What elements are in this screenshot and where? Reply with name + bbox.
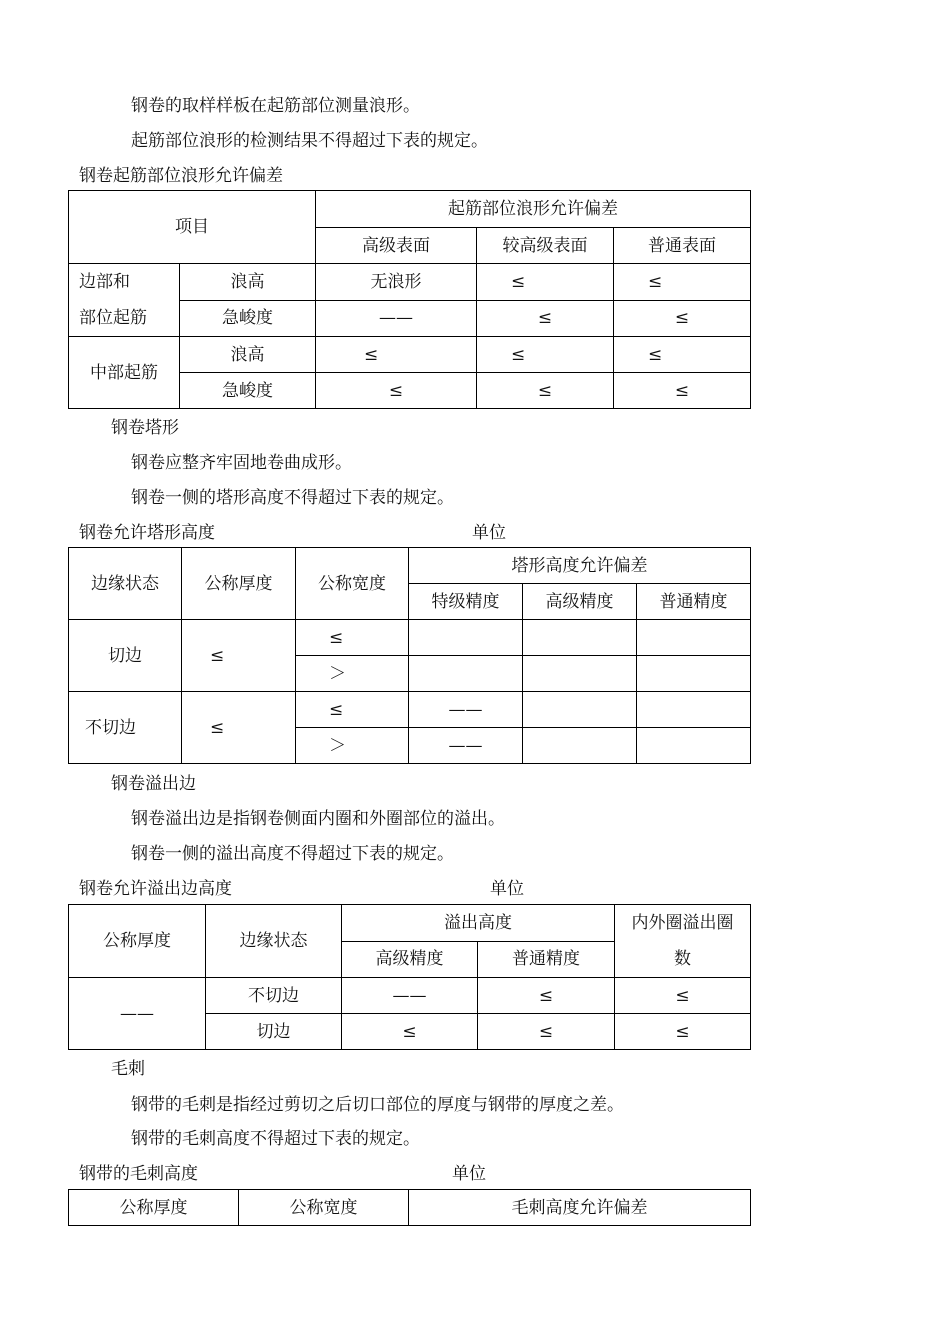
table-cell: 急峻度 bbox=[180, 373, 316, 409]
table-caption: 钢带的毛刺高度 bbox=[79, 1164, 198, 1184]
wave-tolerance-table bbox=[68, 190, 751, 409]
table-cell: ≤ bbox=[296, 620, 409, 656]
table-cell: ≤ bbox=[478, 1014, 615, 1050]
row-group-label-line: 部位起筋 bbox=[79, 308, 147, 328]
table-cell: ＞ bbox=[296, 728, 409, 764]
table-header: 公称厚度 bbox=[69, 1190, 239, 1226]
table-cell: ＞ bbox=[296, 656, 409, 692]
paragraph: 钢卷一侧的塔形高度不得超过下表的规定。 bbox=[131, 488, 454, 508]
table-cell: ≤ bbox=[615, 978, 751, 1014]
table-cell: ≤ bbox=[614, 264, 751, 301]
row-group-label: 切边 bbox=[69, 620, 182, 692]
table-header: 高级精度 bbox=[342, 941, 478, 978]
table-caption: 钢卷允许溢出边高度 bbox=[79, 879, 232, 899]
paragraph: 钢带的毛刺高度不得超过下表的规定。 bbox=[131, 1129, 420, 1149]
row-group-label bbox=[69, 264, 180, 337]
table-cell bbox=[637, 620, 751, 656]
table-header: 特级精度 bbox=[409, 584, 523, 620]
table-cell: ≤ bbox=[316, 373, 477, 409]
table-cell bbox=[409, 620, 523, 656]
table-cell: ≤ bbox=[316, 337, 477, 373]
table-cell bbox=[637, 692, 751, 728]
table-cell: ≤ bbox=[296, 692, 409, 728]
unit-label: 单位 bbox=[472, 523, 506, 543]
paragraph: 钢带的毛刺是指经过剪切之后切口部位的厚度与钢带的厚度之差。 bbox=[131, 1095, 624, 1115]
table-cell bbox=[637, 728, 751, 764]
table-caption: 钢卷允许塔形高度 bbox=[79, 523, 215, 543]
table-cell: 浪高 bbox=[180, 264, 316, 301]
table-cell: ≤ bbox=[614, 337, 751, 373]
table-header: 公称宽度 bbox=[239, 1190, 409, 1226]
table-header: 高级精度 bbox=[523, 584, 637, 620]
burr-height-table bbox=[68, 1189, 751, 1226]
table-cell: —— bbox=[409, 728, 523, 764]
table-cell: ≤ bbox=[342, 1014, 478, 1050]
table-cell: —— bbox=[409, 692, 523, 728]
section-heading: 毛刺 bbox=[111, 1059, 145, 1079]
table-cell: 浪高 bbox=[180, 337, 316, 373]
table-cell: ≤ bbox=[182, 692, 296, 764]
table-cell: 无浪形 bbox=[316, 264, 477, 301]
table-cell: ≤ bbox=[182, 620, 296, 692]
overflow-edge-table bbox=[68, 904, 751, 1050]
row-group-label-line: 边部和 bbox=[79, 272, 130, 292]
table-header: 塔形高度允许偏差 bbox=[409, 548, 751, 584]
table-cell: 切边 bbox=[206, 1014, 342, 1050]
table-cell: ≤ bbox=[614, 373, 751, 409]
table-header: 边缘状态 bbox=[206, 905, 342, 978]
table-header: 边缘状态 bbox=[69, 548, 182, 620]
table-header: 溢出高度 bbox=[342, 905, 615, 942]
table-cell: ≤ bbox=[615, 1014, 751, 1050]
table-cell: 不切边 bbox=[206, 978, 342, 1014]
table-header: 毛刺高度允许偏差 bbox=[409, 1190, 751, 1226]
row-group-label: 中部起筋 bbox=[69, 337, 180, 409]
table-cell: —— bbox=[316, 300, 477, 337]
tower-height-table bbox=[68, 547, 751, 764]
table-cell: ≤ bbox=[478, 978, 615, 1014]
table-header: 普通表面 bbox=[614, 228, 751, 264]
paragraph: 钢卷的取样样板在起筋部位测量浪形。 bbox=[131, 96, 420, 116]
table-cell bbox=[409, 656, 523, 692]
table-cell: ≤ bbox=[614, 300, 751, 337]
table-caption: 钢卷起筋部位浪形允许偏差 bbox=[79, 166, 283, 186]
table-header bbox=[615, 905, 751, 978]
paragraph: 钢卷应整齐牢固地卷曲成形。 bbox=[131, 453, 352, 473]
table-header-line: 数 bbox=[674, 949, 691, 969]
table-header: 项目 bbox=[69, 191, 316, 264]
table-header: 公称厚度 bbox=[182, 548, 296, 620]
table-header: 较高级表面 bbox=[477, 228, 614, 264]
table-cell: ≤ bbox=[477, 264, 614, 301]
unit-label: 单位 bbox=[490, 879, 524, 899]
unit-label: 单位 bbox=[452, 1164, 486, 1184]
row-group-label: 不切边 bbox=[69, 692, 182, 764]
section-heading: 钢卷塔形 bbox=[111, 418, 179, 438]
table-header: 公称宽度 bbox=[296, 548, 409, 620]
table-header: 公称厚度 bbox=[69, 905, 206, 978]
paragraph: 钢卷一侧的溢出高度不得超过下表的规定。 bbox=[131, 844, 454, 864]
table-cell bbox=[637, 656, 751, 692]
table-cell: —— bbox=[342, 978, 478, 1014]
table-cell bbox=[523, 620, 637, 656]
paragraph: 钢卷溢出边是指钢卷侧面内圈和外圈部位的溢出。 bbox=[131, 809, 505, 829]
table-header: 高级表面 bbox=[316, 228, 477, 264]
paragraph: 起筋部位浪形的检测结果不得超过下表的规定。 bbox=[131, 131, 488, 151]
table-header: 普通精度 bbox=[637, 584, 751, 620]
table-header-line: 内外圈溢出圈 bbox=[631, 913, 734, 933]
section-heading: 钢卷溢出边 bbox=[111, 774, 196, 794]
table-cell: 急峻度 bbox=[180, 300, 316, 337]
table-cell bbox=[523, 728, 637, 764]
table-cell bbox=[523, 692, 637, 728]
table-cell: ≤ bbox=[477, 373, 614, 409]
table-cell: ≤ bbox=[477, 337, 614, 373]
table-header: 普通精度 bbox=[478, 941, 615, 978]
table-cell: ≤ bbox=[477, 300, 614, 337]
table-cell: —— bbox=[69, 978, 206, 1050]
table-cell bbox=[523, 656, 637, 692]
table-header: 起筋部位浪形允许偏差 bbox=[316, 191, 751, 228]
